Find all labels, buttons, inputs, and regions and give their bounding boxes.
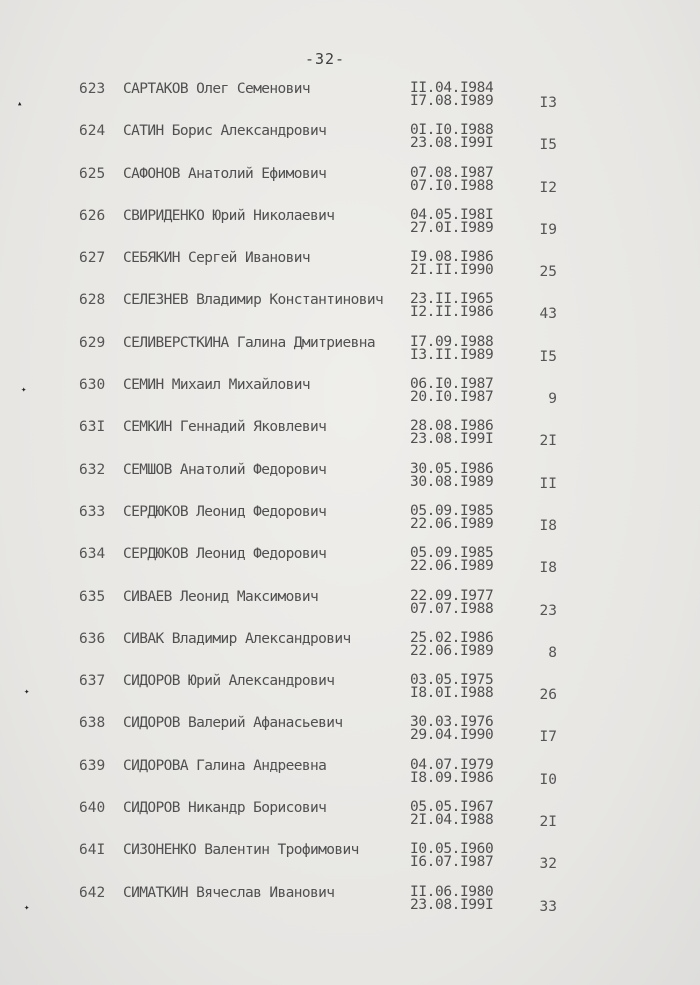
record-date-start: I7.09.I988 [410,333,494,350]
record-full-name: СЕРДЮКОВ Леонид Федорович [123,546,327,563]
record-count: 26 [539,687,557,704]
record-number: 628 [79,292,106,309]
record-count: I9 [539,221,557,238]
record-count: 43 [539,306,557,323]
record-full-name: СИЗОНЕНКО Валентин Трофимович [123,842,359,859]
record-date-end: I2.II.I986 [410,304,494,321]
record-date-end: 22.06.I989 [410,558,494,575]
record-full-name: СВИРИДЕНКО Юрий Николаевич [123,207,335,224]
record-count: II [539,475,557,492]
record-count: I0 [539,771,557,788]
record-number: 63I [79,419,106,436]
record-date-end: 23.08.I99I [410,135,494,152]
record-date-start: 30.05.I986 [410,460,494,477]
record-count: 2I [539,433,557,450]
record-row [0,165,700,207]
record-date-end: I8.0I.I988 [410,685,494,702]
record-count: I3 [539,95,557,111]
record-date-start: 03.05.I975 [410,672,494,689]
record-dates [410,293,493,319]
record-row [0,757,700,799]
record-date-start: 23.II.I965 [410,291,494,308]
record-date-end: 23.08.I99I [410,896,494,913]
record-date-end: 2I.04.I988 [410,812,494,829]
record-dates [410,164,494,194]
record-date-start: 28.08.I986 [410,418,494,435]
record-dates [410,82,493,108]
record-date-start: 0I.I0.I988 [410,122,494,139]
record-full-name: СИДОРОВ Никандр Борисович [123,800,327,817]
punch-mark: ✦ [24,687,30,697]
record-full-name: СЕМШОВ Анатолий Федорович [123,461,327,478]
punch-mark: ▴ [17,99,23,109]
record-number: 639 [79,757,106,774]
record-date-end: 07.I0.I988 [410,177,494,194]
record-row [0,207,700,249]
record-dates [410,206,494,236]
record-dates [410,460,494,490]
record-number: 640 [79,800,106,817]
record-count: 8 [548,644,557,661]
record-full-name: САРТАКОВ Олег Семенович [123,81,310,97]
record-count: 33 [539,898,557,915]
record-dates [410,843,493,869]
record-full-name: САТИН Борис Александрович [123,123,327,140]
record-row [0,714,700,756]
record-full-name: СЕЛЕЗНЕВ Владимир Константинович [123,292,384,309]
record-date-end: 2I.II.I990 [410,262,494,279]
record-number: 623 [79,81,106,97]
record-date-end: I3.II.I989 [410,346,494,363]
record-full-name: СЕРДЮКОВ Леонид Федорович [123,503,327,520]
record-date-start: 05.05.I967 [410,799,494,816]
record-count: 2I [539,814,557,831]
record-full-name: СИМАТКИН Вячеслав Иванович [123,884,335,901]
record-count: I8 [539,517,557,534]
record-date-end: I7.08.I989 [410,93,494,109]
page-number: -32- [304,50,346,68]
record-date-end: I8.09.I986 [410,769,494,786]
record-count: 23 [539,602,557,619]
record-dates [410,883,494,913]
record-row [0,122,700,164]
record-number: 642 [79,884,106,901]
record-number: 635 [79,588,106,605]
record-count: I5 [539,137,557,154]
record-dates [410,251,493,277]
record-count: I2 [539,179,557,196]
record-row [0,334,700,376]
record-number: 627 [79,250,106,267]
record-dates [410,674,493,700]
record-dates [410,716,493,742]
record-full-name: СИДОРОВ Юрий Александрович [123,673,335,690]
record-number: 624 [79,123,106,140]
record-dates [410,629,494,659]
record-count: I7 [539,729,557,746]
record-date-start: I0.05.I960 [410,841,494,858]
record-count: I8 [539,560,557,577]
punch-mark: ✦ [24,903,30,913]
record-date-end: 20.I0.I987 [410,389,494,406]
record-date-start: 30.03.I976 [410,714,494,731]
record-number: 630 [79,377,106,394]
record-date-end: I6.07.I987 [410,854,494,871]
record-date-start: 05.09.I985 [410,545,494,562]
record-count: 25 [539,264,557,281]
record-date-end: 22.06.I989 [410,642,494,659]
record-date-end: 23.08.I99I [410,431,494,448]
record-row [0,884,700,926]
record-row [0,630,700,672]
record-row [0,80,700,122]
record-date-end: 30.08.I989 [410,473,494,490]
record-number: 626 [79,207,106,224]
record-count: I5 [539,348,557,365]
record-full-name: СЕЛИВЕРСТКИНА Галина Дмитриевна [123,334,376,351]
record-dates [410,420,493,446]
record-list [0,80,700,926]
record-date-start: II.04.I984 [410,80,494,96]
record-dates [410,587,494,617]
record-row [0,672,700,714]
record-number: 64I [79,842,106,859]
record-number: 636 [79,630,106,647]
record-row [0,588,700,630]
record-number: 629 [79,334,106,351]
record-number: 638 [79,715,106,732]
record-full-name: СЕБЯКИН Сергей Иванович [123,250,310,267]
record-date-start: 05.09.I985 [410,502,494,519]
record-full-name: СИВАК Владимир Александрович [123,630,351,647]
record-dates [410,801,493,827]
record-dates [410,547,493,573]
record-number: 634 [79,546,106,563]
record-row [0,418,700,460]
record-full-name: СИВАЕВ Леонид Максимович [123,588,319,605]
record-number: 633 [79,503,106,520]
record-row [0,545,700,587]
record-row [0,291,700,333]
record-date-start: I9.08.I986 [410,249,494,266]
record-count: 9 [548,391,557,408]
record-dates [410,333,494,363]
record-number: 625 [79,165,106,182]
record-row [0,841,700,883]
record-row [0,249,700,291]
record-date-end: 07.07.I988 [410,600,494,617]
record-date-start: II.06.I980 [410,883,494,900]
record-date-end: 22.06.I989 [410,515,494,532]
record-date-start: 04.07.I979 [410,756,494,773]
record-number: 637 [79,673,106,690]
record-dates [410,502,494,532]
record-row [0,376,700,418]
record-row [0,799,700,841]
record-dates [410,124,493,150]
record-full-name: СЕМИН Михаил Михайлович [123,377,310,394]
record-row [0,461,700,503]
record-date-start: 06.I0.I987 [410,376,494,393]
record-date-start: 22.09.I977 [410,587,494,604]
record-full-name: СИДОРОВА Галина Андреевна [123,757,327,774]
record-number: 632 [79,461,106,478]
record-date-end: 29.04.I990 [410,727,494,744]
record-full-name: СИДОРОВ Валерий Афанасьевич [123,715,343,732]
record-date-start: 07.08.I987 [410,164,494,181]
record-date-end: 27.0I.I989 [410,219,494,236]
record-full-name: САФОНОВ Анатолий Ефимович [123,165,327,182]
record-dates [410,378,493,404]
punch-mark: ✦ [21,385,27,395]
record-dates [410,756,494,786]
record-full-name: СЕМКИН Геннадий Яковлевич [123,419,327,436]
record-date-start: 04.05.I98I [410,206,494,223]
record-date-start: 25.02.I986 [410,629,494,646]
record-count: 32 [539,856,557,873]
record-row [0,503,700,545]
